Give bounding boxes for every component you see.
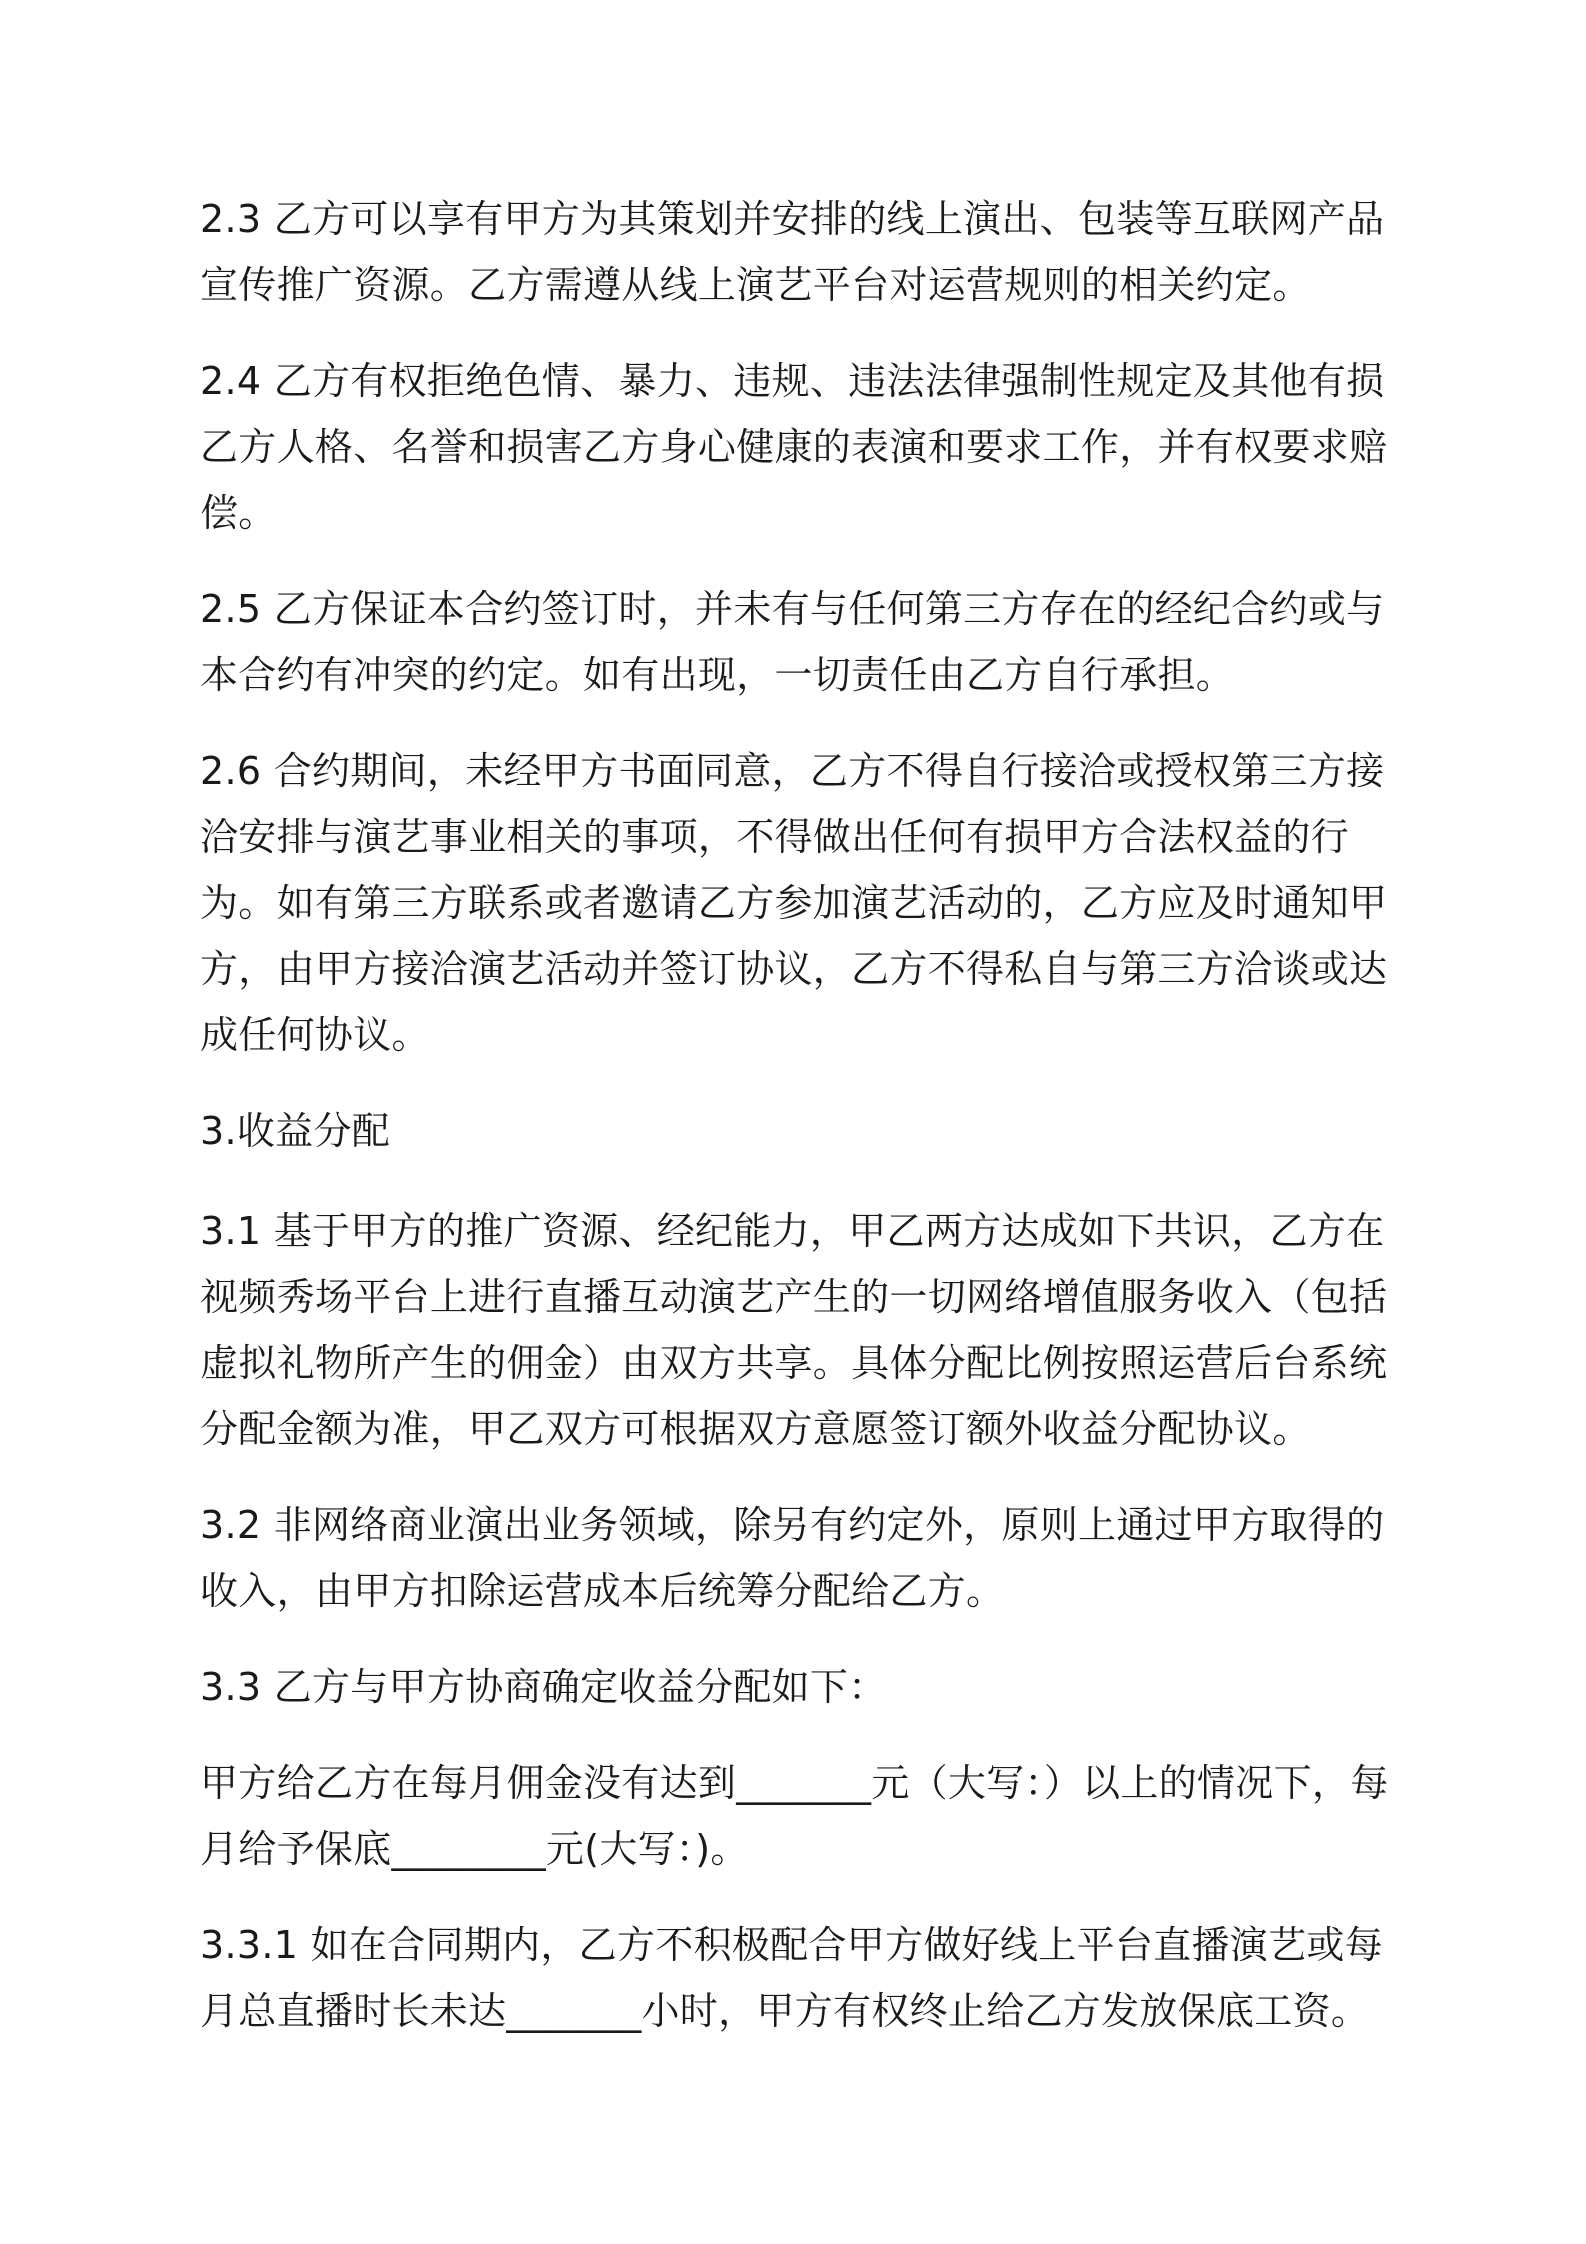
section-heading-revenue-distribution: 3.收益分配 (200, 1109, 391, 1153)
clause-3-3-minimum-guarantee: 甲方给乙方在每月佣金没有达到_______元（大写：）以上的情况下，每月给予保底________元(大写：)。 (200, 1761, 1389, 1871)
clause-3-2: 3.2 非网络商业演出业务领域，除另有约定外，原则上通过甲方取得的收入，由甲方扣除运营成本后统筹分配给乙方。 (200, 1503, 1385, 1613)
clause-2-6: 2.6 合约期间，未经甲方书面同意，乙方不得自行接洽或授权第三方接洽安排与演艺事业相关的事项，不得做出任何有损甲方合法权益的行为。如有第三方联系或者邀请乙方参加演艺活动的，乙方应及时通知甲方，由甲方接洽演艺活动并签订协议，乙方不得私自与第三方洽谈或达成任何协议。 (200, 749, 1388, 1057)
clause-2-3: 2.3 乙方可以享有甲方为其策划并安排的线上演出、包装等互联网产品宣传推广资源。乙方需遵从线上演艺平台对运营规则的相关约定。 (200, 197, 1385, 307)
clause-3-3: 3.3 乙方与甲方协商确定收益分配如下： (200, 1665, 887, 1709)
clause-3-1: 3.1 基于甲方的推广资源、经纪能力，甲乙两方达成如下共识，乙方在视频秀场平台上进行直播互动演艺产生的一切网络增值服务收入（包括虚拟礼物所产生的佣金）由双方共享。具体分配比例按照运营后台系统分配金额为准，甲乙双方可根据双方意愿签订额外收益分配协议。 (200, 1209, 1388, 1451)
clause-2-4: 2.4 乙方有权拒绝色情、暴力、违规、违法法律强制性规定及其他有损乙方人格、名誉和损害乙方身心健康的表演和要求工作，并有权要求赔偿。 (200, 359, 1388, 535)
clause-3-3-1: 3.3.1 如在合同期内，乙方不积极配合甲方做好线上平台直播演艺或每月总直播时长未达_______小时，甲方有权终止给乙方发放保底工资。 (200, 1923, 1383, 2033)
document-body (200, 186, 1410, 2074)
clause-2-5: 2.5 乙方保证本合约签订时，并未有与任何第三方存在的经纪合约或与本合约有冲突的约定。如有出现，一切责任由乙方自行承担。 (200, 587, 1385, 697)
